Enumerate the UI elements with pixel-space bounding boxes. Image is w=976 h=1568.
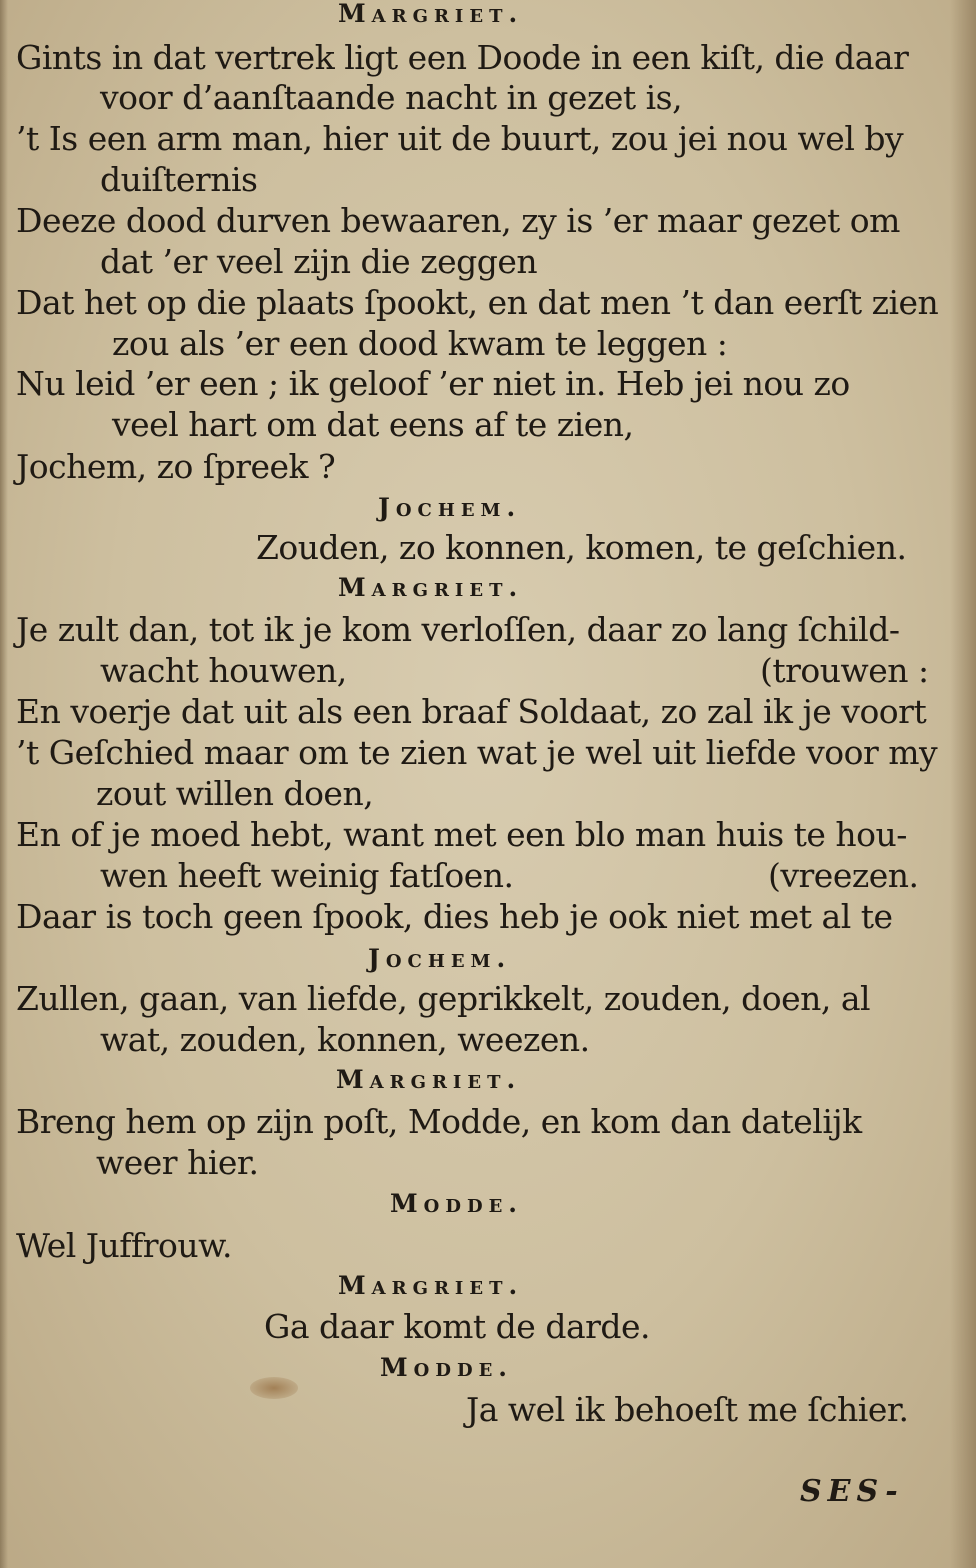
verse-line: zout willen doen, — [96, 774, 374, 813]
verse-line: wen heeft weinig fatſoen. — [100, 856, 514, 895]
page-edge-left — [0, 0, 8, 1568]
ink-smudge — [250, 1377, 298, 1399]
catchword: SES- — [800, 1474, 904, 1509]
turnover-line: (trouwen : — [760, 651, 929, 690]
speaker-heading: Modde. — [390, 1189, 523, 1218]
verse-line: dat ’er veel zijn die zeggen — [100, 242, 538, 281]
verse-line: Breng hem op zijn poſt, Modde, en kom dan datelijk — [16, 1102, 862, 1141]
verse-line: ’t Is een arm man, hier uit de buurt, zou jei nou wel by — [16, 119, 904, 158]
verse-line: Zouden, zo konnen, komen, te geſchien. — [256, 528, 907, 567]
verse-line: Nu leid ’er een ; ik geloof ’er niet in. Heb jei nou zo — [16, 364, 850, 403]
speaker-heading: Jochem. — [378, 493, 522, 522]
verse-line: zou als ’er een dood kwam te leggen : — [112, 324, 728, 363]
turnover-line: (vreezen. — [768, 856, 919, 895]
verse-line: Je zult dan, tot ik je kom verloſſen, daar zo lang ſchild- — [16, 610, 900, 649]
speaker-heading: Margriet. — [338, 573, 524, 602]
verse-line: veel hart om dat eens af te zien, — [112, 405, 634, 444]
speaker-heading: Modde. — [380, 1353, 513, 1382]
verse-line: Jochem, zo ſpreek ? — [16, 447, 336, 486]
verse-line: wat, zouden, konnen, weezen. — [100, 1020, 590, 1059]
verse-line: wacht houwen, — [100, 651, 347, 690]
verse-line: Daar is toch geen ſpook, dies heb je ook niet met al te — [16, 897, 893, 936]
page-edge-right — [950, 0, 976, 1568]
speaker-heading: Margriet. — [338, 0, 524, 28]
verse-line: Gints in dat vertrek ligt een Doode in een kiſt, die daar — [16, 38, 909, 77]
verse-line: weer hier. — [96, 1143, 259, 1182]
verse-line: En of je moed hebt, want met een blo man huis te hou- — [16, 815, 907, 854]
verse-line: Zullen, gaan, van liefde, geprikkelt, zouden, doen, al — [16, 979, 871, 1018]
verse-line: ’t Geſchied maar om te zien wat je wel uit liefde voor my — [16, 733, 938, 772]
verse-line: Dat het op die plaats ſpookt, en dat men ’t dan eerſt zien — [16, 283, 939, 322]
speaker-heading: Jochem. — [368, 944, 512, 973]
verse-line: Ja wel ik behoeſt me ſchier. — [466, 1390, 909, 1429]
verse-line: En voerje dat uit als een braaf Soldaat, zo zal ik je voort — [16, 692, 927, 731]
verse-line: Ga daar komt de darde. — [264, 1307, 651, 1346]
verse-line: Wel Juffrouw. — [16, 1226, 232, 1265]
speaker-heading: Margriet. — [338, 1271, 524, 1300]
speaker-heading: Margriet. — [336, 1065, 522, 1094]
verse-line: duiſternis — [100, 160, 258, 199]
verse-line: Deeze dood durven bewaaren, zy is ’er maar gezet om — [16, 201, 900, 240]
verse-line: voor d’aanſtaande nacht in gezet is, — [100, 78, 683, 117]
